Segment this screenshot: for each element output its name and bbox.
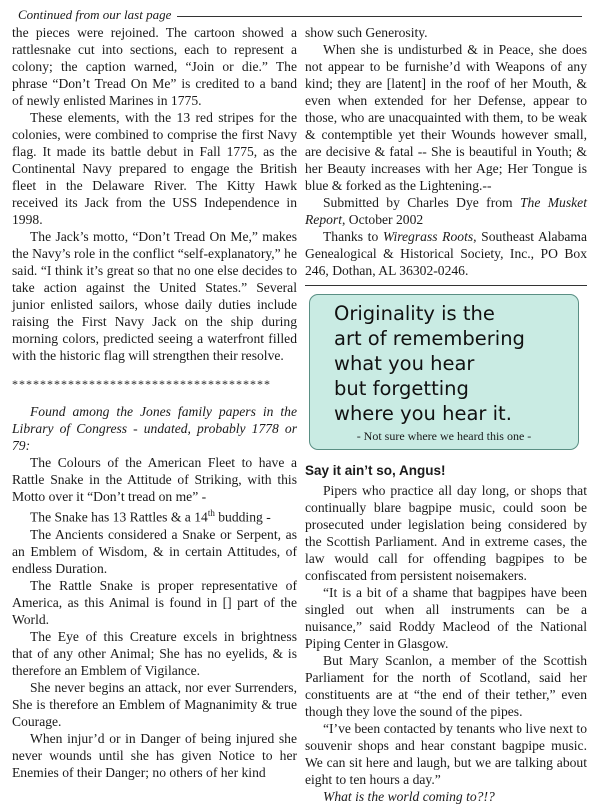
wiregrass-roots-title: Wiregrass Roots xyxy=(382,229,474,244)
left-paragraph-8: The Rattle Snake is proper representative of America, as this Animal is found in [] part of the World. xyxy=(12,577,297,627)
right-paragraph-1: show such Generosity. xyxy=(305,25,428,40)
continued-label: Continued from our last page xyxy=(18,7,172,22)
jones-papers-intro-text: Found among the Jones family papers in the Library of Congress - undated, probably 1778 or 79: xyxy=(12,404,297,453)
left-paragraph-6 xyxy=(12,505,297,526)
header-rule xyxy=(177,16,582,17)
right-column xyxy=(305,24,587,805)
jones-papers-intro xyxy=(12,403,297,454)
society-address: , Southeast Alabama Genealogical & Historical Society, Inc., PO Box 246, Dothan, AL 36302-0246. xyxy=(305,229,588,278)
submitted-by xyxy=(305,194,587,228)
musket-report-title: The Musket Report xyxy=(305,195,587,227)
asterisk-divider: ************************************* xyxy=(12,377,271,391)
left-paragraph-2: These elements, with the 13 red stripes for the colonies, were combined to comprise the first Navy flag. It made its battle debut in Fall 1775, as the Continental Navy prepared to engage the British fleet in the Delaware River. The Kitty Hawk received its Jack from the USS Independence in 1998. xyxy=(12,110,297,227)
thanks-text: Thanks to xyxy=(323,229,383,244)
right-paragraph-6: “It is a bit of a shame that bagpipes have been singled out when all instruments can be a nuisance,” said Roddy Macleod of the National Piping Center in Glasgow. xyxy=(305,585,587,651)
closing-line-text: What is the world coming to?!? xyxy=(323,789,495,804)
thanks-note xyxy=(305,228,587,279)
quote-credit: - Not sure where we heard this one - xyxy=(356,429,532,443)
right-paragraph-7: But Mary Scanlon, a member of the Scottish Parliament for the north of Scotland, said her constituents are at “the end of their tether,” even though they love the sound of the pipes. xyxy=(305,653,587,719)
closing-line xyxy=(305,788,587,805)
left-paragraph-7: The Ancients considered a Snake or Serpent, as an Emblem of Wisdom, & in certain Attitudes, of endless Duration. xyxy=(12,526,297,576)
left-paragraph-1: the pieces were rejoined. The cartoon showed a rattlesnake cut into sections, each to represent a colony; the caption warned, “Join or die.” The phrase “Don’t Tread On Me” is credited to a band of newly enlisted Marines in 1775. xyxy=(12,25,297,108)
left-paragraph-3: The Jack’s motto, “Don’t Tread On Me,” makes the Navy’s role in the conflict “self-explanatory,” he said. “I think it’s great so that no one else decides to take action against the United States.” Several junior enlisted sailors, whose daily duties include raising the First Navy Jack on the ship during morning colors, predicted seeing a waterfront filled with the historic flag will strengthen their resolve. xyxy=(12,229,297,363)
article-title: Say it ain’t so, Angus! xyxy=(305,463,446,478)
quote-line: what you hear xyxy=(334,352,475,375)
page-header xyxy=(18,6,582,24)
quote-line: Originality is the xyxy=(334,302,495,325)
submitted-by-text: Submitted by Charles Dye from xyxy=(323,195,520,210)
section-rule xyxy=(305,285,587,286)
left-paragraph-9: The Eye of this Creature excels in brightness that of any other Animal; She has no eyelids, & is therefore an Emblem of Vigilance. xyxy=(12,628,297,678)
right-paragraph-5: Pipers who practice all day long, or shops that continually blare bagpipe music, could soon be prosecuted under legislation being considered by the Scottish Parliament. And in extreme cases, the law would call for offending bagpipes to be confiscated from persistent noisemakers. xyxy=(305,483,587,583)
quote-line: art of remembering xyxy=(334,327,525,350)
left-column xyxy=(12,24,297,781)
quote-line: where you hear it. xyxy=(334,402,512,425)
rattles-text: The Snake has 13 Rattles & a 14 xyxy=(30,509,208,525)
quote-line: but forgetting xyxy=(334,377,469,400)
right-paragraph-2: When she is undisturbed & in Peace, she does not appear to be furnishe’d with Weapons of any kind; they are [latent] in the roof of her Mouth, & even when extended for her Defense, appear to those, who are unacquainted with them, to be weak & contemptible yet their Wounds however small, are decisive & fatal -- She is beautiful in Youth; & her Beauty increases with her Age; Her Tongue is blue & forked as the Lightening.-- xyxy=(305,42,587,193)
quote-box xyxy=(309,294,579,450)
submitted-date: , October 2002 xyxy=(342,212,424,227)
budding-text: budding - xyxy=(214,509,271,525)
left-paragraph-11: When injur’d or in Danger of being injured she never wounds until she has given Notice to her Enemies of their Danger; no others of her kind xyxy=(12,730,297,780)
ordinal-suffix: th xyxy=(207,508,215,518)
left-paragraph-5: The Colours of the American Fleet to have a Rattle Snake in the Attitude of Striking, with this Motto over it “Don’t tread on me” - xyxy=(12,455,297,504)
left-paragraph-10: She never begins an attack, nor ever Surrenders, She is therefore an Emblem of Magnanimity & true Courage. xyxy=(12,679,297,729)
right-paragraph-8: “I’ve been contacted by tenants who live next to souvenir shops and hear constant bagpipe music. We can sit here and laugh, but we are talking about eight to ten hours a day.” xyxy=(305,721,587,787)
